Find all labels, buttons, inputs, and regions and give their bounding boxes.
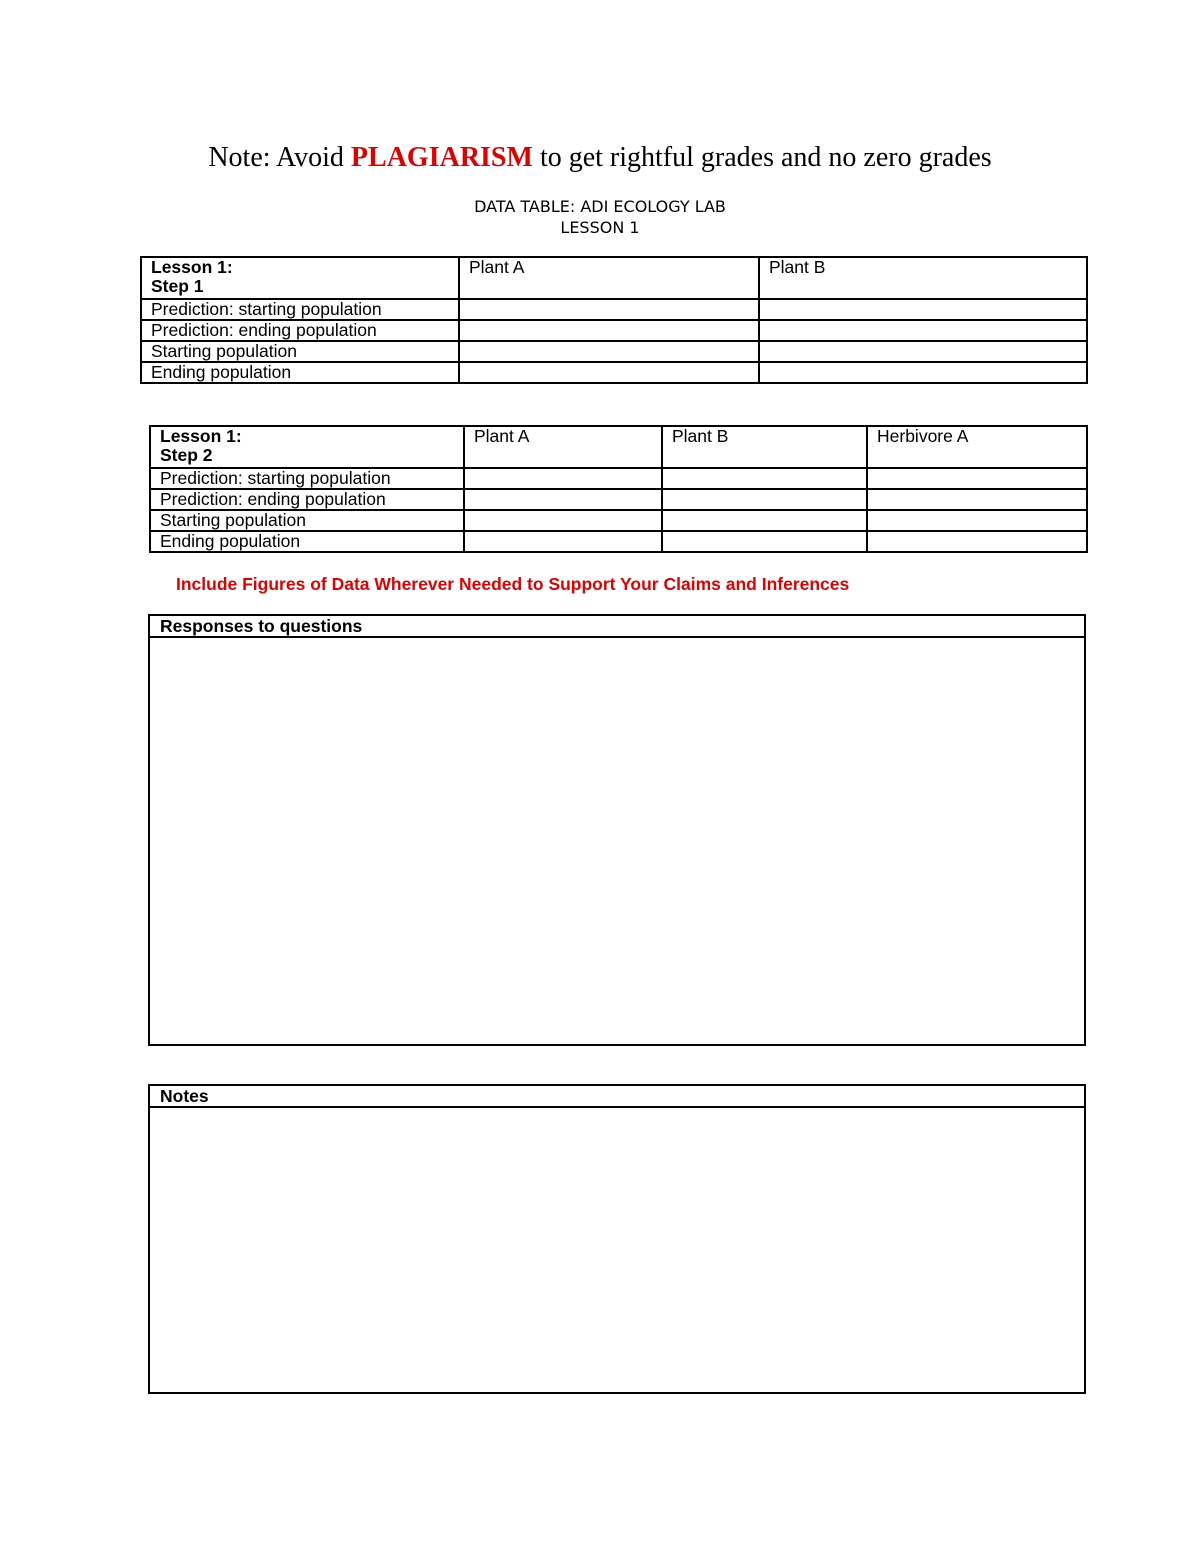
step-label: Step 2	[160, 445, 213, 465]
row-label: Prediction: ending population	[141, 320, 459, 341]
step-header-cell	[141, 257, 459, 299]
entry-cell[interactable]	[459, 362, 759, 383]
entry-cell[interactable]	[459, 299, 759, 320]
table-row	[141, 299, 1087, 320]
table-row	[150, 468, 1087, 489]
notes-box	[148, 1084, 1086, 1394]
lesson1-step1-table	[140, 256, 1088, 384]
entry-cell[interactable]	[662, 489, 867, 510]
entry-cell[interactable]	[464, 510, 662, 531]
row-label: Ending population	[150, 531, 464, 552]
table-row	[150, 510, 1087, 531]
entry-cell[interactable]	[662, 510, 867, 531]
entry-cell[interactable]	[759, 341, 1087, 362]
table-header-row	[150, 426, 1087, 468]
column-header: Plant A	[459, 257, 759, 299]
row-label: Starting population	[141, 341, 459, 362]
lesson1-step2-table	[149, 425, 1088, 553]
responses-box	[148, 614, 1086, 1046]
column-header: Plant B	[662, 426, 867, 468]
entry-cell[interactable]	[867, 468, 1087, 489]
row-label: Ending population	[141, 362, 459, 383]
responses-title: Responses to questions	[150, 616, 1084, 638]
table-row	[141, 362, 1087, 383]
lesson-title: LESSON 1	[560, 218, 640, 237]
note-suffix: to get rightful grades and no zero grades	[539, 142, 992, 173]
entry-cell[interactable]	[662, 468, 867, 489]
step-label: Step 1	[151, 276, 204, 296]
data-table-title: DATA TABLE: ADI ECOLOGY LAB	[474, 197, 726, 216]
entry-cell[interactable]	[459, 341, 759, 362]
entry-cell[interactable]	[464, 489, 662, 510]
table-header-row	[141, 257, 1087, 299]
lesson-label: Lesson 1:	[151, 257, 233, 277]
lesson-label: Lesson 1:	[160, 426, 242, 446]
entry-cell[interactable]	[759, 299, 1087, 320]
table-row	[141, 320, 1087, 341]
plagiarism-note	[0, 140, 1200, 176]
entry-cell[interactable]	[464, 531, 662, 552]
responses-area[interactable]	[150, 638, 1084, 1044]
table-row	[150, 489, 1087, 510]
table-row	[141, 341, 1087, 362]
entry-cell[interactable]	[759, 362, 1087, 383]
step-header-cell	[150, 426, 464, 468]
entry-cell[interactable]	[662, 531, 867, 552]
column-header: Plant B	[759, 257, 1087, 299]
row-label: Starting population	[150, 510, 464, 531]
entry-cell[interactable]	[867, 489, 1087, 510]
entry-cell[interactable]	[759, 320, 1087, 341]
note-highlight: PLAGIARISM	[350, 142, 533, 173]
entry-cell[interactable]	[867, 510, 1087, 531]
table-row	[150, 531, 1087, 552]
column-header: Herbivore A	[867, 426, 1087, 468]
notes-title: Notes	[150, 1086, 1084, 1108]
note-prefix: Note: Avoid	[208, 142, 344, 173]
column-header: Plant A	[464, 426, 662, 468]
row-label: Prediction: ending population	[150, 489, 464, 510]
entry-cell[interactable]	[459, 320, 759, 341]
entry-cell[interactable]	[867, 531, 1087, 552]
row-label: Prediction: starting population	[141, 299, 459, 320]
figures-instruction: Include Figures of Data Wherever Needed to Support Your Claims and Inferences	[176, 574, 850, 594]
entry-cell[interactable]	[464, 468, 662, 489]
notes-area[interactable]	[150, 1108, 1084, 1392]
row-label: Prediction: starting population	[150, 468, 464, 489]
